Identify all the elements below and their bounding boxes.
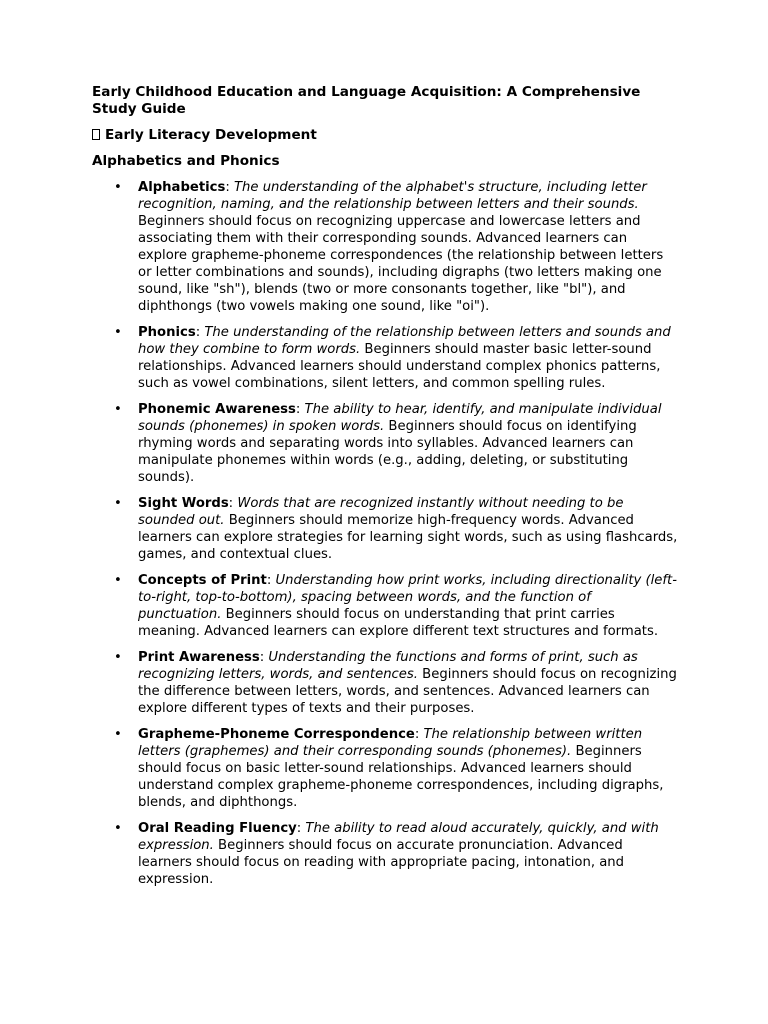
item-separator: :: [296, 821, 306, 836]
missing-glyph-icon: [92, 129, 100, 140]
item-definition: Words that are recognized instantly without needing to be sounded out.: [138, 496, 624, 528]
item-definition: Understanding how print works, including directionality (left-to-right, top-to-bottom), spacing between words, and the function of punctuation.: [138, 573, 677, 622]
section-heading-text: Early Literacy Development: [105, 127, 317, 143]
item-separator: :: [266, 573, 276, 588]
item-detail: Beginners should focus on basic letter-sound relationships. Advanced learners should understand complex grapheme-phoneme correspondences, including digraphs, blends, and diphthongs.: [138, 744, 664, 810]
item-term: Concepts of Print: [138, 573, 267, 588]
bullet-icon: •: [114, 325, 122, 340]
item-separator: :: [295, 402, 305, 417]
item-definition: The understanding of the relationship between letters and sounds and how they combine to form words.: [138, 325, 671, 357]
list-item: [92, 495, 678, 563]
item-detail: Beginners should focus on recognizing the difference between letters, words, and sentences. Advanced learners can explore different types of texts and their purposes.: [138, 667, 677, 716]
item-definition: Understanding the functions and forms of print, such as recognizing letters, words, and sentences.: [138, 650, 638, 682]
item-term: Phonics: [138, 325, 196, 340]
list-item: [92, 179, 678, 315]
subheading: Alphabetics and Phonics: [92, 153, 280, 169]
item-detail: Beginners should focus on accurate pronunciation. Advanced learners should focus on reading with appropriate pacing, intonation, and expression.: [138, 838, 625, 887]
item-detail: Beginners should memorize high-frequency words. Advanced learners can explore strategies for learning sight words, such as using flashcards, games, and contextual clues.: [138, 513, 678, 562]
list-item: [92, 820, 678, 888]
bullet-icon: •: [114, 496, 122, 511]
item-detail: Beginners should focus on identifying rhyming words and separating words into syllables. Advanced learners can manipulate phonemes within words (e.g., adding, deleting, or substituting sounds).: [138, 419, 637, 485]
document-title: Early Childhood Education and Language Acquisition: A Comprehensive Study Guide: [92, 84, 641, 117]
list-item: [92, 572, 678, 640]
item-separator: :: [195, 325, 205, 340]
bullet-icon: •: [114, 402, 122, 417]
item-separator: :: [228, 496, 238, 511]
item-definition: The ability to hear, identify, and manipulate individual sounds (phonemes) in spoken words.: [138, 402, 662, 434]
item-separator: :: [414, 727, 424, 742]
item-term: Sight Words: [138, 496, 229, 511]
list-item: [92, 324, 678, 392]
item-definition: The ability to read aloud accurately, quickly, and with expression.: [138, 821, 659, 853]
item-term: Phonemic Awareness: [138, 402, 296, 417]
item-detail: Beginners should master basic letter-sound relationships. Advanced learners should understand complex phonics patterns, such as vowel combinations, silent letters, and common spelling rules.: [138, 342, 661, 391]
section-heading: [92, 127, 678, 144]
item-definition: The relationship between written letters (graphemes) and their corresponding sounds (phonemes).: [138, 727, 643, 759]
item-separator: :: [225, 180, 234, 195]
list-item: [92, 649, 678, 717]
bullet-icon: •: [114, 650, 122, 665]
item-definition: The understanding of the alphabet's structure, including letter recognition, naming, and the relationship between letters and their sounds.: [138, 180, 647, 212]
item-term: Alphabetics: [138, 180, 226, 195]
item-term: Print Awareness: [138, 650, 260, 665]
item-separator: :: [259, 650, 269, 665]
item-term: Oral Reading Fluency: [138, 821, 297, 836]
item-detail: Beginners should focus on recognizing uppercase and lowercase letters and associating them with their corresponding sounds. Advanced learners can explore grapheme-phoneme correspondences (the relationship between letters or letter combinations and sounds), including digraphs (two letters making one sound, like "sh"), blends (two or more consonants together, like "bl"), and diphthongs (two vowels making one sound, like "oi").: [138, 214, 664, 314]
list-item: [92, 401, 678, 486]
bullet-icon: •: [114, 180, 122, 195]
list-item: [92, 726, 678, 811]
bullet-icon: •: [114, 573, 122, 588]
item-detail: Beginners should focus on understanding that print carries meaning. Advanced learners can explore different text structures and formats.: [138, 607, 659, 639]
item-term: Grapheme-Phoneme Correspondence: [138, 727, 415, 742]
bullet-icon: •: [114, 727, 122, 742]
definition-list: [92, 179, 678, 888]
bullet-icon: •: [114, 821, 122, 836]
